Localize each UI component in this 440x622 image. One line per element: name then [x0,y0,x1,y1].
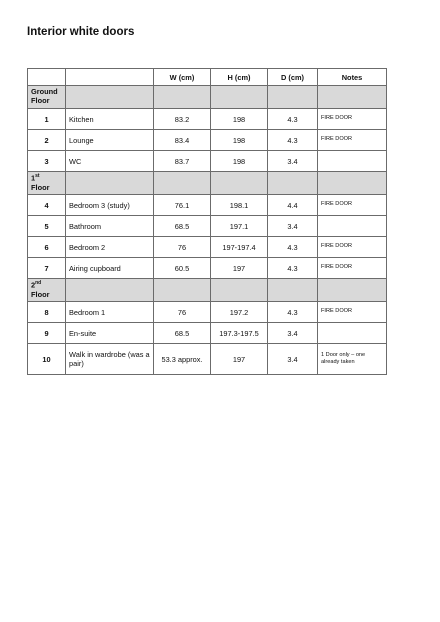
height-value: 198.1 [211,195,268,216]
depth-value: 3.4 [268,151,318,172]
width-value: 53.3 approx. [154,344,211,375]
floor-label [28,279,66,302]
door-number: 8 [28,302,66,323]
door-number: 6 [28,237,66,258]
height-value: 197.3-197.5 [211,323,268,344]
floor-header-cell [268,279,318,302]
height-value: 197.1 [211,216,268,237]
height-value: 198 [211,130,268,151]
room-name: Kitchen [66,109,154,130]
floor-header-cell [66,172,154,195]
width-value: 76 [154,237,211,258]
floor-header-cell [154,172,211,195]
door-number: 1 [28,109,66,130]
notes-value: FIRE DOOR [318,195,387,216]
table-row [28,323,387,344]
floor-label-rest: Floor [31,96,50,105]
floor-header-cell [268,86,318,109]
floor-header-cell [211,86,268,109]
floor-label-rest: Floor [31,289,50,299]
room-name: Airing cupboard [66,258,154,279]
floor-header-cell [66,279,154,302]
table-row [28,216,387,237]
floor-label-suffix: st [35,173,40,180]
notes-value: FIRE DOOR [318,302,387,323]
floor-header-cell [318,86,387,109]
notes-value: FIRE DOOR [318,237,387,258]
notes-value: 1 Door only – one already taken [318,344,387,375]
floor-label [28,86,66,109]
door-number: 9 [28,323,66,344]
depth-value: 3.4 [268,344,318,375]
depth-value: 3.4 [268,323,318,344]
header-notes: Notes [318,69,387,86]
door-number: 2 [28,130,66,151]
door-number: 5 [28,216,66,237]
room-name: Bedroom 3 (study) [66,195,154,216]
table-row [28,344,387,375]
floor-label [28,172,66,195]
notes-value [318,151,387,172]
room-name: WC [66,151,154,172]
depth-value: 3.4 [268,216,318,237]
width-value: 68.5 [154,323,211,344]
header-depth: D (cm) [268,69,318,86]
width-value: 83.7 [154,151,211,172]
width-value: 76.1 [154,195,211,216]
depth-value: 4.4 [268,195,318,216]
height-value: 197 [211,344,268,375]
header-number [28,69,66,86]
floor-header-cell [66,86,154,109]
notes-value [318,216,387,237]
room-name: Walk in wardrobe (was a pair) [66,344,154,375]
table-row [28,195,387,216]
header-width: W (cm) [154,69,211,86]
floor-header-cell [318,172,387,195]
height-value: 198 [211,151,268,172]
room-name: Bathroom [66,216,154,237]
notes-value [318,323,387,344]
floor-label-main: 1 [31,173,36,183]
floor-header-row [28,279,387,302]
door-number: 3 [28,151,66,172]
floor-header-row [28,86,387,109]
height-value: 198 [211,109,268,130]
table-row [28,130,387,151]
width-value: 83.2 [154,109,211,130]
height-value: 197 [211,258,268,279]
room-name: Bedroom 2 [66,237,154,258]
table-body [28,86,387,375]
door-number: 4 [28,195,66,216]
door-number: 10 [28,344,66,375]
room-name: Bedroom 1 [66,302,154,323]
notes-value: FIRE DOOR [318,258,387,279]
width-value: 76 [154,302,211,323]
depth-value: 4.3 [268,237,318,258]
floor-header-cell [268,172,318,195]
notes-value: FIRE DOOR [318,109,387,130]
table-row [28,151,387,172]
room-name: Lounge [66,130,154,151]
width-value: 68.5 [154,216,211,237]
room-name: En-suite [66,323,154,344]
document-title: Interior white doors [27,26,135,38]
floor-label-suffix: nd [35,280,42,287]
floor-label-rest: Floor [31,182,50,192]
door-number: 7 [28,258,66,279]
table-row [28,109,387,130]
floor-label-main: 2 [31,280,36,290]
table-row [28,302,387,323]
depth-value: 4.3 [268,109,318,130]
width-value: 83.4 [154,130,211,151]
floor-header-cell [211,279,268,302]
depth-value: 4.3 [268,130,318,151]
floor-header-cell [318,279,387,302]
table-row [28,258,387,279]
floor-header-row [28,172,387,195]
floor-header-cell [154,86,211,109]
header-room [66,69,154,86]
floor-header-cell [154,279,211,302]
floor-label-main: Ground [31,87,58,97]
height-value: 197.2 [211,302,268,323]
doors-table [27,68,387,375]
notes-value: FIRE DOOR [318,130,387,151]
depth-value: 4.3 [268,258,318,279]
height-value: 197-197.4 [211,237,268,258]
depth-value: 4.3 [268,302,318,323]
table-row [28,237,387,258]
header-height: H (cm) [211,69,268,86]
floor-header-cell [211,172,268,195]
width-value: 60.5 [154,258,211,279]
header-row [28,69,387,86]
